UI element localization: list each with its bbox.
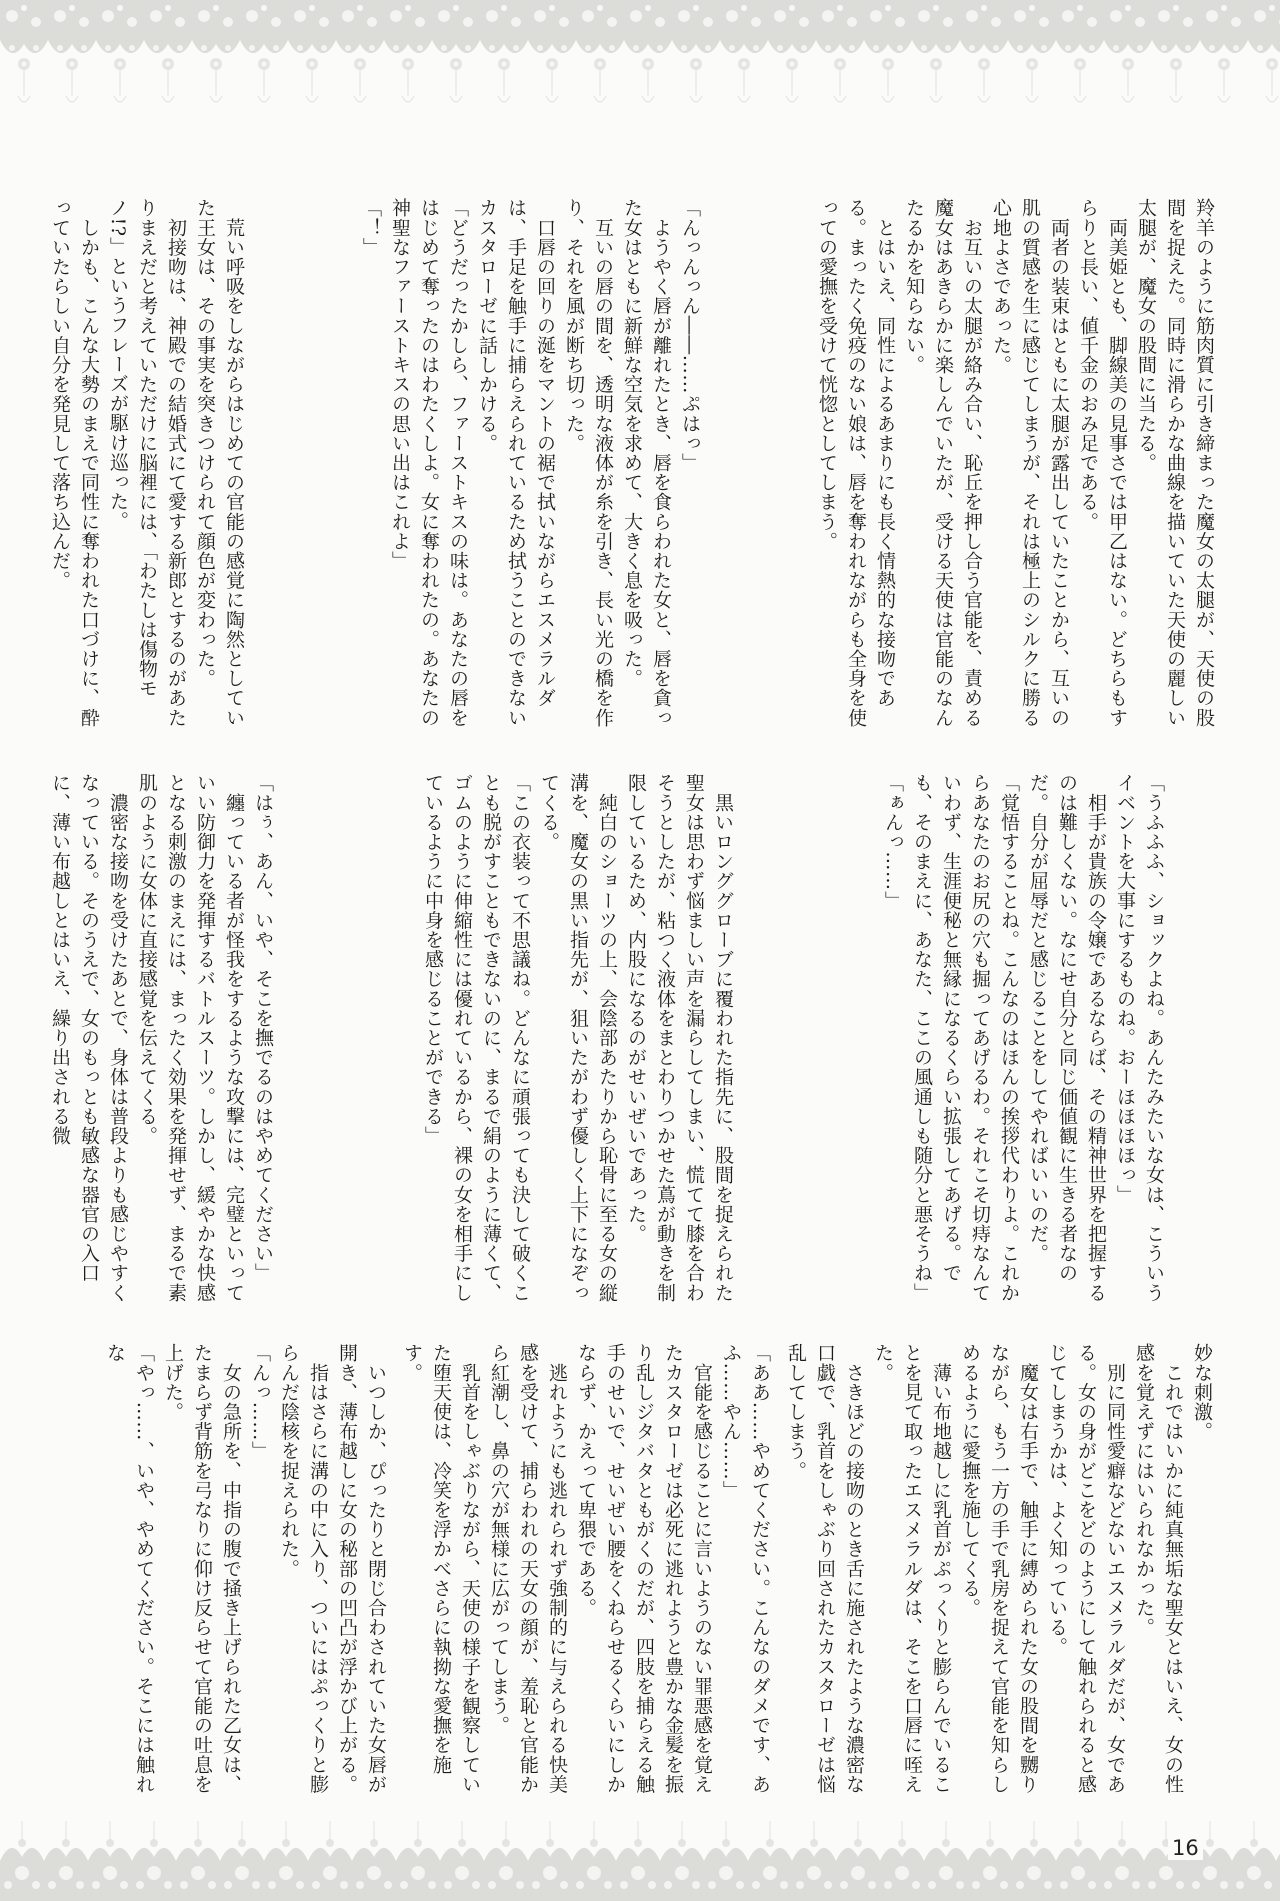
text-column: 「はぅ、あん、いや、そこを撫でるのはやめてください」 纏っている者が怪我をするような攻撃には、完璧といっていい防御力を発揮するバトルスーツ。しかし、緩やかな快感となる刺激のまえには、まったく効果を発揮せず、まるで素肌のように女体に直接感覚を伝えてくる。 濃密な接吻を受けたあとで、身体は普段よりも感じやすくなっている。そのうえで、女のもっとも敏感な器官の入口に、薄い布越しとはいえ、繰り出される微 xyxy=(49,773,274,1303)
text-column: 妙な刺激。 これではいかに純真無垢な聖女とはいえ、女の性感を覚えずにはいられなかった。 別に同性愛癖などないエスメラルダだが、女である。女の身がどこをどのようにして触れられると感じてしまうかは、よく知っている。 魔女は右手で、触手に縛められた女の股間を嬲りながら、もう一方の手で乳房を捉えて官能を知らしめるように愛撫を施してくる。 薄い布地越しに乳首がぷっくりと膨らんでいることを見て取ったエスメラルダは、そこを口唇に咥えた。 さきほどの接吻のとき舌に施されたような濃密な口戯で、乳首をしゃぶり回されたカスタローゼは悩乱してしまう。 xyxy=(785,1343,1213,1794)
text-tier-top xyxy=(0,198,1280,738)
text-column: 羚羊のように筋肉質に引き締まった魔女の太腿が、天使の股間を捉えた。同時に滑らかな曲線を描いていた天使の麗しい太腿が、魔女の股間に当たる。 両美姫とも、脚線美の見事さでは甲乙はない。どちらもすらりと長い、値千金のおみ足である。 両者の装束はともに太腿が露出していたことから、互いの肌の質感を生に感じてしまうが、それは極上のシルクに勝る心地よさであった。 お互いの太腿が絡み合い、恥丘を押し合う官能を、責める魔女はあきらかに楽しんでいたが、受ける天使は官能のなんたるかを知らない。 とはいえ、同性によるあまりにも長く情熱的な接吻である。まったく免疫のない娘は、唇を奪われながらも全身を使っての愛撫を受けて恍惚としてしまう。 xyxy=(816,198,1215,728)
lace-border-icon xyxy=(0,0,1280,112)
page-number: 16 xyxy=(1168,1836,1203,1860)
text-column: 「んっんっん――……ぷはっ」 ようやく唇が離れたとき、唇を食らわれた女と、唇を貪った女はともに新鮮な空気を求めて、大きく息を吸った。 互いの唇の間を、透明な液体が糸を引き、長い光の橋を作り、それを風が断ち切った。 口唇の回りの涎をマントの裾で拭いながらエスメラルダは、手足を触手に捕らえられているため拭うことのできないカスタローゼに話しかける。 「どうだったかしら、ファーストキスの味は。あなたの唇をはじめて奪ったのはわたくしよ。女に奪われたの。あなたの神聖なファーストキスの思い出はこれよ」 「！」 xyxy=(360,198,701,728)
text-column: 「うふふふ、ショックよね。あんたみたいな女は、こういうイベントを大事にするものね。おーほほほほっ」 相手が貴族の令嬢であるならば、その精神世界を把握するのは難しくない。なにせ自分と同じ価値観に生きる者なのだ。自分が屈辱だと感じることをしてやればいいのだ。 「覚悟することね。こんなのはほんの挨拶代わりよ。これからあなたのお尻の穴も掘ってあげるわ。それこそ切痔なんていわず、生涯便秘と無縁になるくらい拡張してあげる。でも、そのまえに、あなた、ここの風通しも随分と悪そうね」 「ぁんっ……」 xyxy=(882,773,1165,1303)
text-column: 黒いロンググローブに覆われた指先に、股間を捉えられた聖女は思わず悩ましい声を漏らしてしまい、慌てて膝を合わそうとしたが、粘つく液体をまとわりつかせた蔦が動きを制限しているため、内股になるのがせいぜいであった。 純白のショーツの上、会陰部あたりから恥骨に至る女の縦溝を、魔女の黒い指先が、狙いたがわず優しく上下になぞってくる。 「この衣装って不思議ね。どんなに頑張っても決して破くことも脱がすこともできないのに、まるで絹のように薄くて、ゴムのように伸縮性には優れているから、裸の女を相手にしているように中身を感じることができる」 xyxy=(422,773,734,1303)
text-tier-bottom xyxy=(0,1343,1280,1803)
text-tier-middle xyxy=(0,773,1280,1313)
bottom-lace-border xyxy=(0,1815,1280,1901)
text-column: いつしか、ぴったりと閉じ合わされていた女唇が開き、薄布越しに女の秘部の凹凸が浮かび上がる。 指はさらに溝の中に入り、ついにはぷっくりと膨らんだ陰核を捉えられた。 「んっ……」 女の急所を、中指の腹で掻き上げられた乙女は、たまらず背筋を弓なりに仰け反らせて官能の吐息を上げた。 「やっ……、いや、やめてください。そこには触れな xyxy=(104,1343,387,1794)
lace-border-icon xyxy=(0,1815,1280,1901)
text-column: 荒い呼吸をしながらはじめての官能の感覚に陶然としていた王女は、その事実を突きつけられて顔色が変わった。 初接吻は、神殿での結婚式にて愛する新郎とするのがあたりまえだと考えていただけに脳裡には、「わたしは傷物モノ!?」というフレーズが駆け巡った。 しかも、こんな大勢のまえで同性に奪われた口づけに、酔っていたらしい自分を発見して落ち込んだ。 xyxy=(49,198,245,728)
text-column: 「ああ……やめてください。こんなのダメです、あふ……やん……」 官能を感じることに言いようのない罪悪感を覚えたカスタローゼは必死に逃れようと豊かな金髪を振り乱しジタバタともがくのだが、四肢を捕らえる触手のせいで、せいぜい腰をくねらせるくらいにしかならず、かえって卑猥である。 逃れようにも逃れられず強制的に与えられる快美感を受けて、捕らわれの天女の顔が、羞恥と官能から紅潮し、鼻の穴が無様に広がってしまう。 乳首をしゃぶりながら、天使の様子を観察していた堕天使は、冷笑を浮かべさらに執拗な愛撫を施す。 xyxy=(401,1343,771,1794)
top-lace-border xyxy=(0,0,1280,112)
